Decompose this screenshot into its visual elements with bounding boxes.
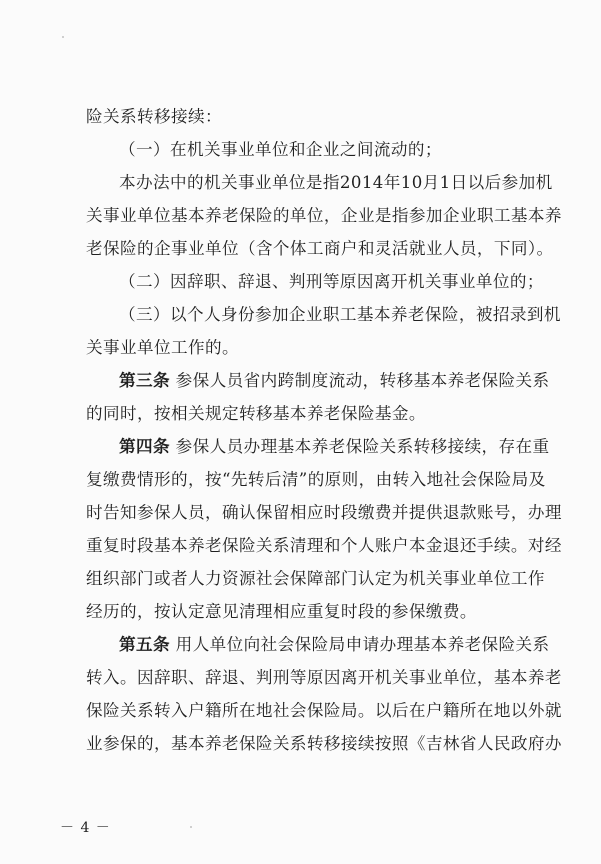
line-text: 关事业单位工作的。 [86, 338, 239, 357]
line-text: 的同时，按相关规定转移基本养老保险基金。 [86, 404, 426, 423]
article-4-line-6 [86, 595, 544, 628]
text-line-7 [86, 298, 561, 331]
document-body [86, 100, 562, 760]
line-text: （三）以个人身份参加企业职工基本养老保险，被招录到机 [119, 305, 561, 324]
text-line-5 [86, 232, 554, 265]
article-3-line-1 [86, 364, 550, 397]
text-line-6 [86, 265, 544, 298]
article-5-line-3 [86, 694, 562, 727]
line-text: 经历的，按认定意见清理相应重复时段的参保缴费。 [86, 602, 477, 621]
article-5-line-2 [86, 661, 562, 694]
scan-speck [190, 826, 192, 828]
article-3-label: 第三条 [119, 370, 170, 390]
line-text: 保险关系转入户籍所在地社会保险局。以后在户籍所在地以外就 [86, 701, 562, 720]
line-text: 时告知参保人员，确认保留相应时段缴费并提供退款账号，办理 [86, 503, 562, 522]
line-text: 险关系转移接续： [86, 107, 222, 126]
line-text: （二）因辞职、辞退、判刑等原因离开机关事业单位的； [119, 272, 544, 291]
article-3-line-2 [86, 397, 544, 430]
article-5-line-1 [86, 628, 550, 661]
article-5-label: 第五条 [119, 634, 170, 654]
line-text: 业参保的，基本养老保险关系转移接续按照《吉林省人民政府办 [86, 734, 562, 753]
line-text: 复缴费情形的，按“先转后清”的原则，由转入地社会保险局及 [86, 470, 546, 489]
article-4-label: 第四条 [119, 436, 170, 456]
article-5-line-4 [86, 727, 562, 760]
text-line-8 [86, 331, 544, 364]
article-4-line-5 [86, 562, 544, 595]
line-text: 组织部门或者人力资源社会保障部门认定为机关事业单位工作 [86, 569, 545, 588]
article-4-line-3 [86, 496, 562, 529]
text-line-4 [86, 199, 562, 232]
page-number: － 4 － [60, 820, 111, 836]
scan-speck [62, 36, 64, 38]
line-text: 本办法中的机关事业单位是指2014年10月1日以后参加机 [119, 173, 553, 192]
line-text: 转入。因辞职、辞退、判刑等原因离开机关事业单位，基本养老 [86, 668, 562, 687]
line-text: 用人单位向社会保险局申请办理基本养老保险关系 [175, 635, 550, 654]
text-line-1 [86, 100, 544, 133]
text-line-2 [86, 133, 544, 166]
line-text: 老保险的企事业单位（含个体工商户和灵活就业人员，下同）。 [86, 239, 554, 258]
line-text: 参保人员省内跨制度流动，转移基本养老保险关系 [175, 371, 550, 390]
line-text: 参保人员办理基本养老保险关系转移接续，存在重 [175, 437, 550, 456]
line-text: 关事业单位基本养老保险的单位，企业是指参加企业职工基本养 [86, 206, 562, 225]
article-4-line-4 [86, 529, 562, 562]
line-text: 重复时段基本养老保险关系清理和个人账户本金退还手续。对经 [86, 536, 562, 555]
article-4-line-2 [86, 463, 544, 496]
line-text: （一）在机关事业单位和企业之间流动的； [119, 140, 442, 159]
text-line-3 [86, 166, 553, 199]
article-4-line-1 [86, 430, 550, 463]
